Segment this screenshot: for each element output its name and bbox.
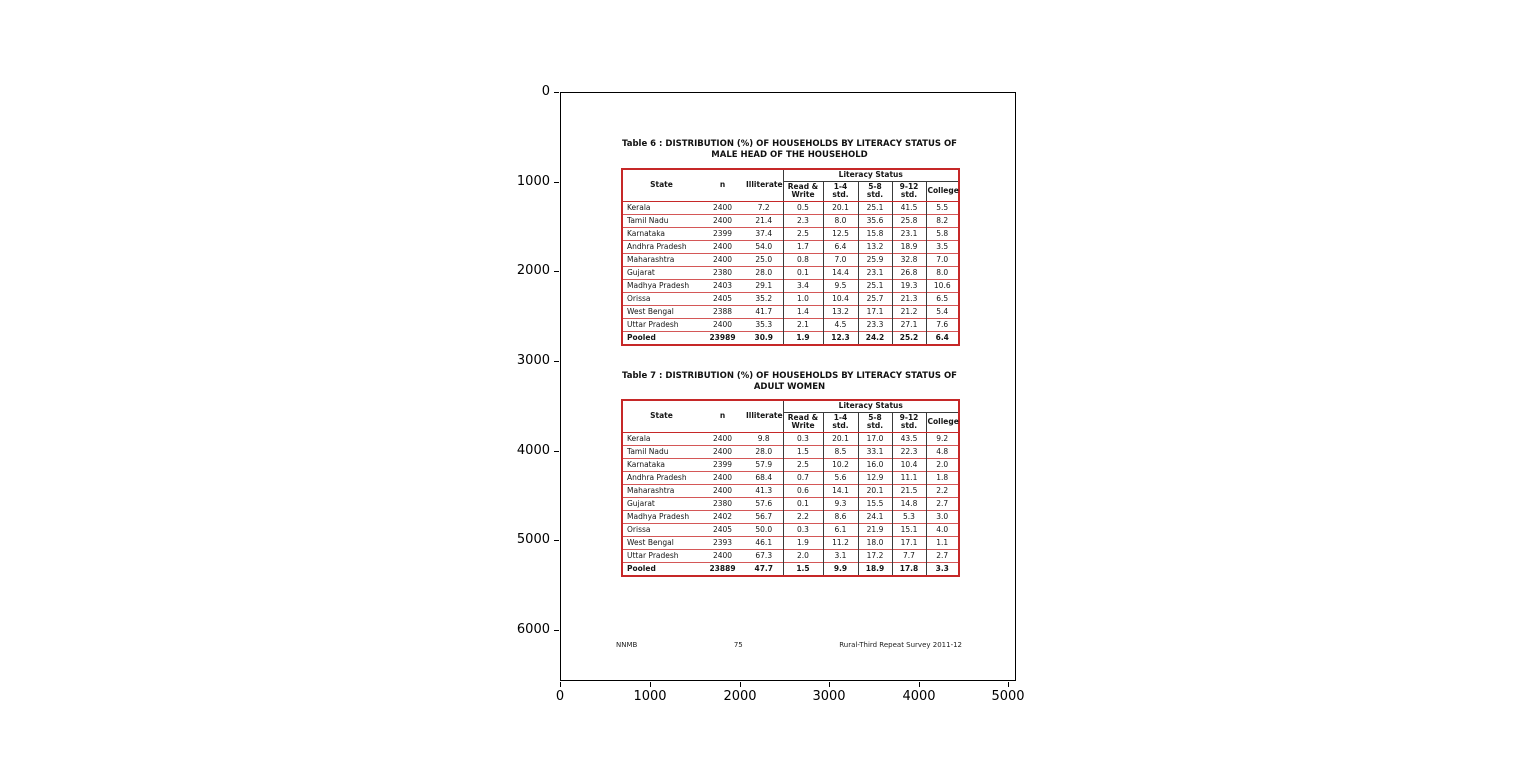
literacy-table-adult-women <box>621 399 960 577</box>
table7-title-line2: ADULT WOMEN <box>753 382 826 393</box>
value-cell: 2.7 <box>926 497 959 510</box>
column-header: State <box>622 400 700 432</box>
footer-org: NNMB <box>616 641 638 649</box>
value-cell: 6.5 <box>926 292 959 305</box>
table-row <box>622 549 959 562</box>
footer-page-number: 75 <box>733 641 743 649</box>
table-row <box>622 214 959 227</box>
value-cell: 2.2 <box>926 484 959 497</box>
value-cell: 28.0 <box>755 446 773 456</box>
value-cell: 25.1 <box>858 201 892 214</box>
header-row <box>622 169 959 181</box>
value-cell: 2.7 <box>926 549 959 562</box>
table7-container <box>621 399 960 577</box>
state-cell: Kerala <box>627 433 651 443</box>
value-cell: 0.6 <box>783 484 823 497</box>
value-cell: 3.4 <box>783 279 823 292</box>
table-row <box>622 497 959 510</box>
y-tick-mark <box>554 451 559 452</box>
state-cell: West Bengal <box>627 306 674 316</box>
value-cell: 3.1 <box>823 549 858 562</box>
table6-container <box>621 168 960 346</box>
x-tick-label: 5000 <box>991 689 1025 704</box>
value-cell: 37.4 <box>755 228 773 238</box>
table-row <box>622 266 959 279</box>
table-row <box>622 458 959 471</box>
value-cell: 4.8 <box>926 445 959 458</box>
table-row <box>622 510 959 523</box>
state-cell: West Bengal <box>627 537 674 547</box>
column-header: n <box>700 169 745 201</box>
table-row <box>622 432 959 445</box>
column-header: 1-4 std. <box>823 181 858 201</box>
column-header: n <box>700 400 745 432</box>
value-cell: 57.9 <box>755 459 773 469</box>
value-cell: 20.1 <box>858 484 892 497</box>
value-cell: 5.6 <box>823 471 858 484</box>
group-header: Literacy Status <box>783 400 959 412</box>
state-cell: Pooled <box>627 332 656 342</box>
value-cell: 23.1 <box>892 227 926 240</box>
value-cell: 1.4 <box>783 305 823 318</box>
value-cell: 41.7 <box>755 306 773 316</box>
value-cell: 29.1 <box>755 280 773 290</box>
state-cell: Karnataka <box>627 228 666 238</box>
value-cell: 2.2 <box>783 510 823 523</box>
state-cell: Orissa <box>627 293 651 303</box>
x-tick-label: 2000 <box>723 689 757 704</box>
table7-title <box>621 371 958 393</box>
value-cell: 12.9 <box>858 471 892 484</box>
value-cell: 6.4 <box>823 240 858 253</box>
state-cell: Maharashtra <box>627 254 675 264</box>
value-cell: 41.5 <box>892 201 926 214</box>
state-cell: Karnataka <box>627 459 666 469</box>
y-tick-label: 1000 <box>516 174 550 189</box>
y-tick-label: 5000 <box>516 532 550 547</box>
y-tick-mark <box>554 630 559 631</box>
value-cell: 25.8 <box>892 214 926 227</box>
value-cell: 9.5 <box>823 279 858 292</box>
table6-title-line2: MALE HEAD OF THE HOUSEHOLD <box>711 150 868 161</box>
value-cell: 10.4 <box>823 292 858 305</box>
value-cell: 0.3 <box>783 432 823 445</box>
value-cell: 25.2 <box>892 331 926 345</box>
value-cell: 2400 <box>712 241 733 251</box>
value-cell: 3.3 <box>926 562 959 576</box>
value-cell: 67.3 <box>755 550 773 560</box>
value-cell: 6.1 <box>823 523 858 536</box>
value-cell: 23989 <box>709 332 736 342</box>
x-tick-mark <box>1008 682 1009 687</box>
value-cell: 14.1 <box>823 484 858 497</box>
state-cell: Orissa <box>627 524 651 534</box>
table-row <box>622 253 959 266</box>
y-tick-label: 2000 <box>516 263 550 278</box>
table-row <box>622 201 959 214</box>
x-tick-mark <box>740 682 741 687</box>
value-cell: 2380 <box>712 498 733 508</box>
value-cell: 26.8 <box>892 266 926 279</box>
state-cell: Madhya Pradesh <box>627 511 690 521</box>
state-cell: Gujarat <box>627 267 655 277</box>
value-cell: 2.5 <box>783 227 823 240</box>
value-cell: 0.1 <box>783 497 823 510</box>
column-header: Read & Write <box>783 181 823 201</box>
value-cell: 9.3 <box>823 497 858 510</box>
value-cell: 54.0 <box>755 241 773 251</box>
state-cell: Tamil Nadu <box>627 215 669 225</box>
value-cell: 10.4 <box>892 458 926 471</box>
value-cell: 6.4 <box>926 331 959 345</box>
value-cell: 2399 <box>712 228 733 238</box>
value-cell: 1.9 <box>783 536 823 549</box>
value-cell: 17.1 <box>892 536 926 549</box>
value-cell: 9.2 <box>926 432 959 445</box>
value-cell: 30.9 <box>754 332 773 342</box>
x-tick-label: 0 <box>555 689 565 704</box>
value-cell: 32.8 <box>892 253 926 266</box>
value-cell: 9.8 <box>757 433 770 443</box>
value-cell: 23.3 <box>858 318 892 331</box>
value-cell: 2400 <box>712 433 733 443</box>
value-cell: 20.1 <box>823 432 858 445</box>
value-cell: 5.3 <box>892 510 926 523</box>
group-header: Literacy Status <box>783 169 959 181</box>
x-tick-label: 3000 <box>812 689 846 704</box>
column-header: Read & Write <box>783 412 823 432</box>
value-cell: 23.1 <box>858 266 892 279</box>
column-header: 5-8 std. <box>858 412 892 432</box>
literacy-table-male-head <box>621 168 960 346</box>
table-row <box>622 331 959 345</box>
value-cell: 7.2 <box>757 202 770 212</box>
value-cell: 11.2 <box>823 536 858 549</box>
value-cell: 50.0 <box>755 524 773 534</box>
value-cell: 7.0 <box>926 253 959 266</box>
value-cell: 3.0 <box>926 510 959 523</box>
value-cell: 20.1 <box>823 201 858 214</box>
table-row <box>622 523 959 536</box>
y-tick-mark <box>554 182 559 183</box>
value-cell: 15.5 <box>858 497 892 510</box>
value-cell: 8.0 <box>926 266 959 279</box>
x-tick-mark <box>650 682 651 687</box>
page-footer <box>616 641 962 649</box>
y-tick-label: 3000 <box>516 353 550 368</box>
state-cell: Uttar Pradesh <box>627 319 679 329</box>
x-tick-label: 1000 <box>633 689 667 704</box>
value-cell: 11.1 <box>892 471 926 484</box>
value-cell: 5.5 <box>926 201 959 214</box>
value-cell: 2380 <box>712 267 733 277</box>
value-cell: 0.7 <box>783 471 823 484</box>
value-cell: 17.1 <box>858 305 892 318</box>
value-cell: 3.5 <box>926 240 959 253</box>
value-cell: 5.4 <box>926 305 959 318</box>
value-cell: 0.5 <box>783 201 823 214</box>
value-cell: 12.3 <box>823 331 858 345</box>
value-cell: 2.5 <box>783 458 823 471</box>
y-tick-label: 4000 <box>516 443 550 458</box>
value-cell: 23889 <box>709 563 736 573</box>
column-header: State <box>622 169 700 201</box>
value-cell: 1.0 <box>783 292 823 305</box>
value-cell: 0.3 <box>783 523 823 536</box>
value-cell: 47.7 <box>754 563 773 573</box>
value-cell: 2400 <box>712 254 733 264</box>
table-row <box>622 536 959 549</box>
value-cell: 1.9 <box>783 331 823 345</box>
value-cell: 35.3 <box>755 319 773 329</box>
value-cell: 22.3 <box>892 445 926 458</box>
value-cell: 2400 <box>712 550 733 560</box>
column-header: 9-12 std. <box>892 412 926 432</box>
value-cell: 2.3 <box>783 214 823 227</box>
value-cell: 2400 <box>712 485 733 495</box>
value-cell: 13.2 <box>823 305 858 318</box>
value-cell: 21.9 <box>858 523 892 536</box>
column-header: Illiterate <box>745 400 783 432</box>
table-row <box>622 305 959 318</box>
column-header: Illiterate <box>745 169 783 201</box>
value-cell: 2400 <box>712 215 733 225</box>
value-cell: 0.8 <box>783 253 823 266</box>
value-cell: 27.1 <box>892 318 926 331</box>
value-cell: 46.1 <box>755 537 773 547</box>
value-cell: 56.7 <box>755 511 773 521</box>
x-tick-mark <box>560 682 561 687</box>
value-cell: 1.7 <box>783 240 823 253</box>
value-cell: 1.8 <box>926 471 959 484</box>
value-cell: 10.6 <box>926 279 959 292</box>
value-cell: 41.3 <box>755 485 773 495</box>
value-cell: 2403 <box>712 280 733 290</box>
state-cell: Gujarat <box>627 498 655 508</box>
value-cell: 1.1 <box>926 536 959 549</box>
value-cell: 8.6 <box>823 510 858 523</box>
value-cell: 25.0 <box>755 254 773 264</box>
value-cell: 2400 <box>712 202 733 212</box>
value-cell: 2.0 <box>783 549 823 562</box>
y-tick-mark <box>554 271 559 272</box>
table-row <box>622 318 959 331</box>
value-cell: 9.9 <box>823 562 858 576</box>
x-tick-label: 4000 <box>902 689 936 704</box>
value-cell: 2388 <box>712 306 733 316</box>
value-cell: 2405 <box>712 524 733 534</box>
value-cell: 1.5 <box>783 562 823 576</box>
value-cell: 57.6 <box>755 498 773 508</box>
value-cell: 21.5 <box>892 484 926 497</box>
state-cell: Maharashtra <box>627 485 675 495</box>
value-cell: 18.0 <box>858 536 892 549</box>
value-cell: 19.3 <box>892 279 926 292</box>
state-cell: Andhra Pradesh <box>627 472 687 482</box>
column-header: 9-12 std. <box>892 181 926 201</box>
value-cell: 68.4 <box>755 472 773 482</box>
x-tick-mark <box>829 682 830 687</box>
value-cell: 5.8 <box>926 227 959 240</box>
value-cell: 17.2 <box>858 549 892 562</box>
value-cell: 18.9 <box>858 562 892 576</box>
value-cell: 2400 <box>712 319 733 329</box>
value-cell: 10.2 <box>823 458 858 471</box>
value-cell: 2402 <box>712 511 733 521</box>
value-cell: 7.7 <box>892 549 926 562</box>
value-cell: 43.5 <box>892 432 926 445</box>
y-tick-label: 6000 <box>516 622 550 637</box>
value-cell: 8.5 <box>823 445 858 458</box>
value-cell: 2400 <box>712 446 733 456</box>
state-cell: Tamil Nadu <box>627 446 669 456</box>
value-cell: 0.1 <box>783 266 823 279</box>
value-cell: 14.4 <box>823 266 858 279</box>
value-cell: 21.2 <box>892 305 926 318</box>
column-header: College <box>926 181 959 201</box>
table7-title-line1: Table 7 : DISTRIBUTION (%) OF HOUSEHOLDS BY LITERACY STATUS OF <box>622 371 957 381</box>
value-cell: 2.1 <box>783 318 823 331</box>
table-row <box>622 240 959 253</box>
table-row <box>622 292 959 305</box>
value-cell: 33.1 <box>858 445 892 458</box>
value-cell: 1.5 <box>783 445 823 458</box>
value-cell: 2400 <box>712 472 733 482</box>
table6-title-line1: Table 6 : DISTRIBUTION (%) OF HOUSEHOLDS BY LITERACY STATUS OF <box>622 139 957 149</box>
value-cell: 18.9 <box>892 240 926 253</box>
footer-survey-name: Rural-Third Repeat Survey 2011-12 <box>839 641 962 649</box>
plot-area <box>560 92 1016 681</box>
value-cell: 2399 <box>712 459 733 469</box>
value-cell: 24.2 <box>858 331 892 345</box>
value-cell: 2405 <box>712 293 733 303</box>
value-cell: 35.6 <box>858 214 892 227</box>
table-row <box>622 484 959 497</box>
value-cell: 12.5 <box>823 227 858 240</box>
value-cell: 7.6 <box>926 318 959 331</box>
value-cell: 17.8 <box>892 562 926 576</box>
value-cell: 2.0 <box>926 458 959 471</box>
value-cell: 21.4 <box>755 215 773 225</box>
value-cell: 24.1 <box>858 510 892 523</box>
table-row <box>622 227 959 240</box>
y-tick-mark <box>554 540 559 541</box>
y-tick-mark <box>554 361 559 362</box>
value-cell: 25.1 <box>858 279 892 292</box>
header-row <box>622 400 959 412</box>
state-cell: Uttar Pradesh <box>627 550 679 560</box>
table-row <box>622 471 959 484</box>
value-cell: 14.8 <box>892 497 926 510</box>
value-cell: 28.0 <box>755 267 773 277</box>
column-header: 5-8 std. <box>858 181 892 201</box>
state-cell: Pooled <box>627 563 656 573</box>
x-tick-mark <box>919 682 920 687</box>
value-cell: 2393 <box>712 537 733 547</box>
table-row <box>622 562 959 576</box>
state-cell: Andhra Pradesh <box>627 241 687 251</box>
value-cell: 35.2 <box>755 293 773 303</box>
value-cell: 25.7 <box>858 292 892 305</box>
value-cell: 4.0 <box>926 523 959 536</box>
state-cell: Kerala <box>627 202 651 212</box>
column-header: 1-4 std. <box>823 412 858 432</box>
table-row <box>622 279 959 292</box>
value-cell: 8.2 <box>926 214 959 227</box>
state-cell: Madhya Pradesh <box>627 280 690 290</box>
value-cell: 15.1 <box>892 523 926 536</box>
value-cell: 16.0 <box>858 458 892 471</box>
table6-title <box>621 139 958 161</box>
value-cell: 4.5 <box>823 318 858 331</box>
value-cell: 8.0 <box>823 214 858 227</box>
value-cell: 25.9 <box>858 253 892 266</box>
value-cell: 13.2 <box>858 240 892 253</box>
y-tick-label: 0 <box>541 84 550 99</box>
y-tick-mark <box>554 92 559 93</box>
value-cell: 17.0 <box>858 432 892 445</box>
value-cell: 15.8 <box>858 227 892 240</box>
column-header: College <box>926 412 959 432</box>
table-row <box>622 445 959 458</box>
value-cell: 7.0 <box>823 253 858 266</box>
value-cell: 21.3 <box>892 292 926 305</box>
